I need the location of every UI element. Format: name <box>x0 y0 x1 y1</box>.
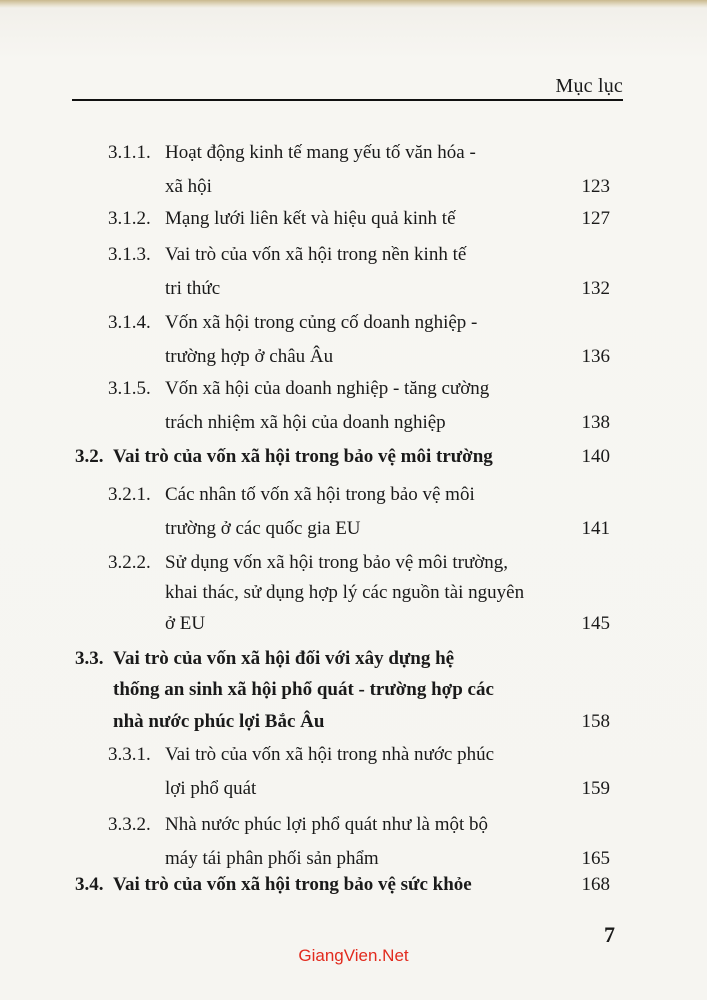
toc-entry-number: 3.1.2. <box>108 208 151 229</box>
toc-entry-text-cont: khai thác, sử dụng hợp lý các nguồn tài nguyên <box>165 582 525 603</box>
toc-section-text: Vai trò của vốn xã hội đối với xây dựng hệ <box>113 648 455 669</box>
toc-entry-text: Các nhân tố vốn xã hội trong bảo vệ môi <box>165 484 475 505</box>
toc-entry-text: Hoạt động kinh tế mang yếu tố văn hóa - <box>165 142 476 163</box>
toc-entry-page: 141 <box>581 518 610 539</box>
toc-entry-text-cont: trách nhiệm xã hội của doanh nghiệp <box>165 412 446 433</box>
toc-entry-text-cont: trường ở các quốc gia EU <box>165 518 361 539</box>
toc-section-text-cont: nhà nước phúc lợi Bắc Âu <box>113 711 325 732</box>
toc-entry-text-cont: trường hợp ở châu Âu <box>165 346 334 367</box>
toc-entry-page: 165 <box>581 848 610 869</box>
toc-entry-page: 132 <box>581 278 610 299</box>
toc-entry-text: Mạng lưới liên kết và hiệu quả kinh tế <box>165 208 456 229</box>
toc-entry-number: 3.1.1. <box>108 142 151 163</box>
toc-entry-number: 3.3.1. <box>108 744 151 765</box>
toc-entry-page: 159 <box>581 778 610 799</box>
toc-entry-number: 3.3.2. <box>108 814 151 835</box>
toc-section-text: Vai trò của vốn xã hội trong bảo vệ môi trường <box>113 446 493 467</box>
watermark-text: GiangVien.Net <box>298 946 409 965</box>
toc-section-text-cont: thống an sinh xã hội phổ quát - trường hợp các <box>113 679 494 700</box>
page-number: 7 <box>604 922 615 947</box>
toc-section-page: 158 <box>581 711 610 732</box>
toc-entry-number: 3.2.2. <box>108 552 151 573</box>
toc-entry-text-cont: máy tái phân phối sản phẩm <box>165 848 379 869</box>
toc-entry-text: Vốn xã hội trong củng cố doanh nghiệp - <box>165 312 478 333</box>
toc-entry-number: 3.1.4. <box>108 312 151 333</box>
toc-entry-page: 138 <box>581 412 610 433</box>
toc-entry-text-cont: xã hội <box>165 176 212 197</box>
toc-entry-text: Vốn xã hội của doanh nghiệp - tăng cường <box>165 378 490 399</box>
toc-entry-text: Vai trò của vốn xã hội trong nhà nước phúc <box>165 744 495 765</box>
toc-section-text: Vai trò của vốn xã hội trong bảo vệ sức khỏe <box>113 874 472 895</box>
toc-entry-number: 3.1.3. <box>108 244 151 265</box>
running-header-title: Mục lục <box>555 75 623 97</box>
toc-section-page: 168 <box>581 874 610 895</box>
toc-section-number: 3.2. <box>75 446 104 467</box>
toc-section-number: 3.4. <box>75 874 104 895</box>
toc-section-number: 3.3. <box>75 648 104 669</box>
toc-entry-number: 3.2.1. <box>108 484 151 505</box>
toc-entry-text: Nhà nước phúc lợi phổ quát như là một bộ <box>165 814 488 835</box>
toc-entry-text-cont: ở EU <box>165 613 206 634</box>
toc-entry-text: Sử dụng vốn xã hội trong bảo vệ môi trường, <box>165 552 509 573</box>
toc-entry-page: 123 <box>581 176 610 197</box>
toc-entry-page: 127 <box>581 208 610 229</box>
toc-entry-text-cont: tri thức <box>165 278 221 299</box>
toc-entry-text: Vai trò của vốn xã hội trong nền kinh tế <box>165 244 467 265</box>
toc-section-page: 140 <box>581 446 610 467</box>
toc-entry-page: 145 <box>581 613 610 634</box>
toc-entry-number: 3.1.5. <box>108 378 151 399</box>
toc-entry-page: 136 <box>581 346 610 367</box>
toc-entry-text-cont: lợi phổ quát <box>165 778 257 799</box>
